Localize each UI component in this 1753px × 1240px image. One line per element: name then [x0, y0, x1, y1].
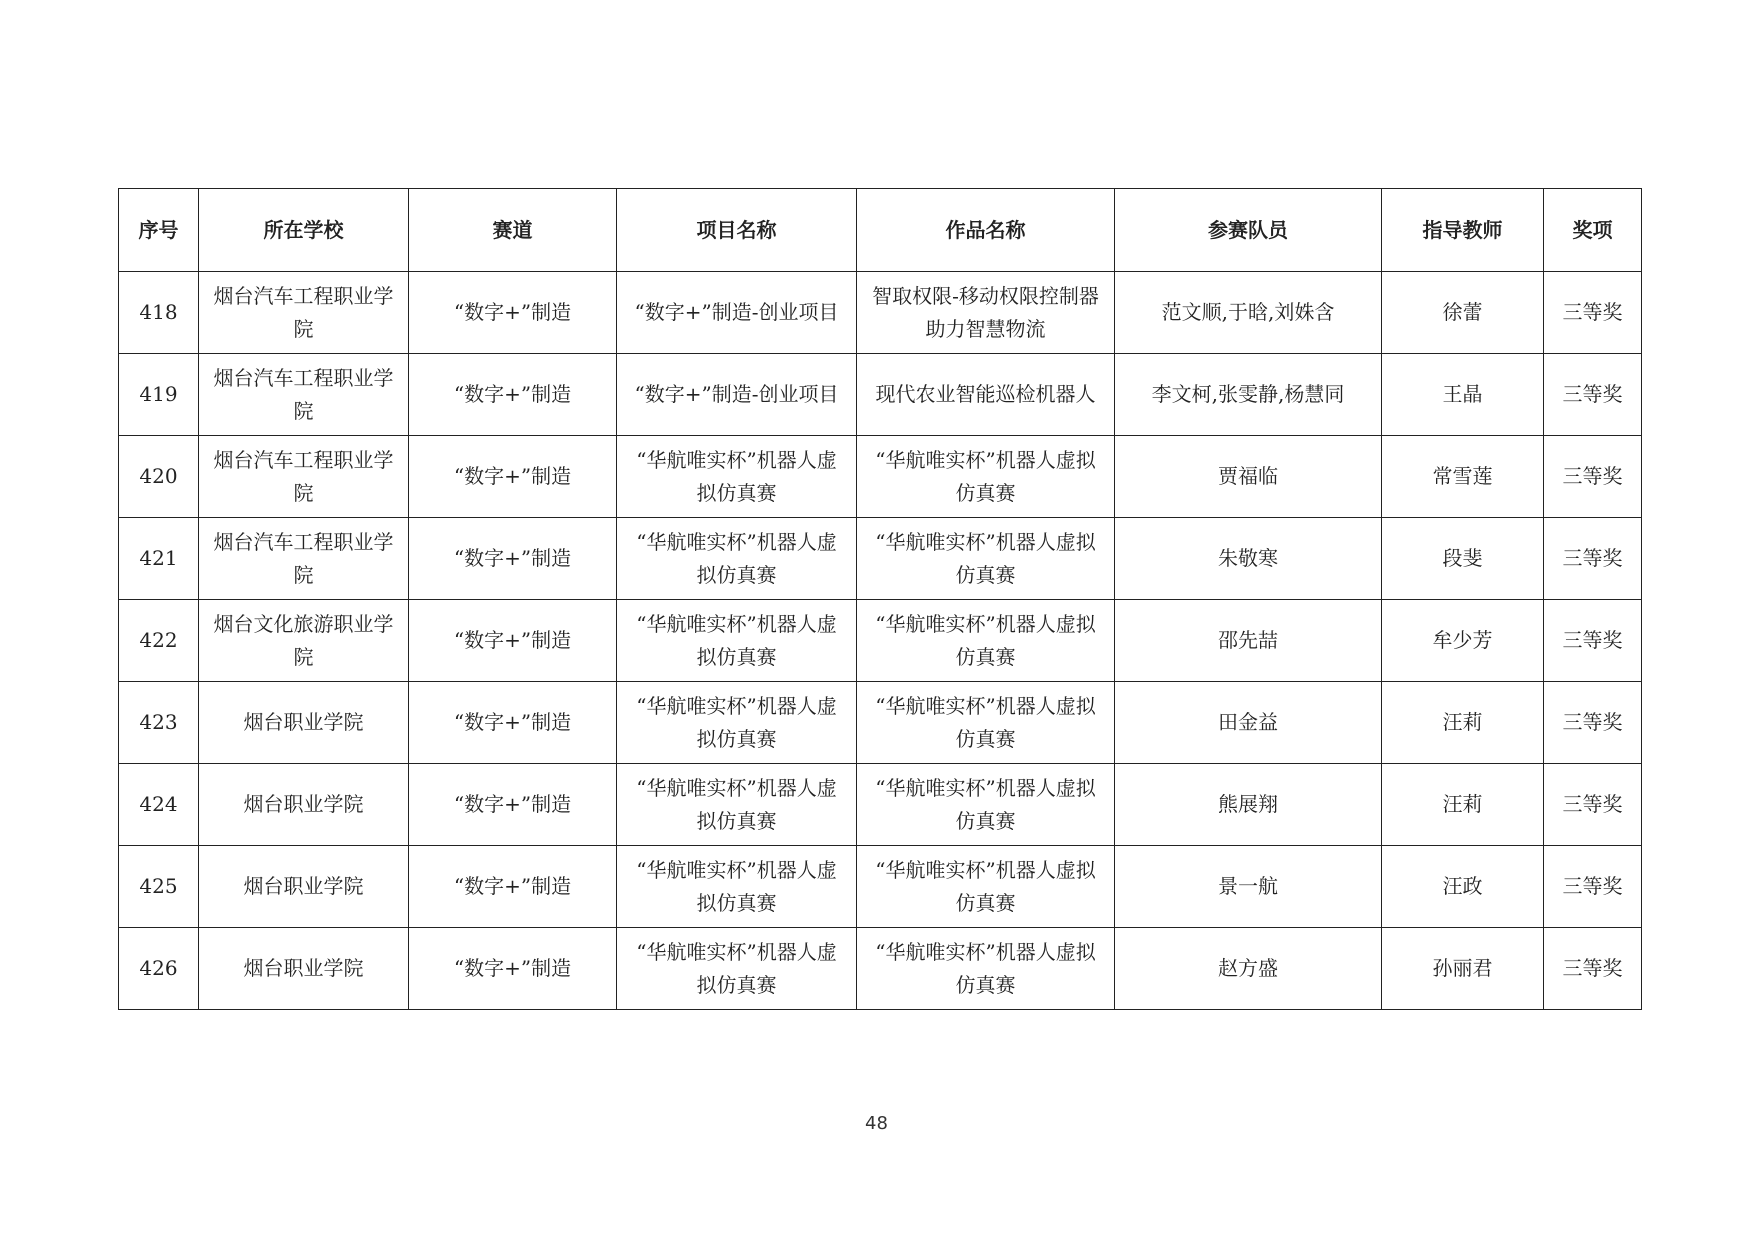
- table-row: [119, 436, 1642, 518]
- cell-advisor: 王晶: [1382, 354, 1544, 436]
- table-header-row: [119, 189, 1642, 272]
- table-body: [119, 272, 1642, 1010]
- cell-work-name: “华航唯实杯”机器人虚拟仿真赛: [857, 764, 1115, 846]
- header-advisor: 指导教师: [1382, 189, 1544, 272]
- cell-serial: 425: [119, 846, 199, 928]
- cell-team-members: 景一航: [1115, 846, 1382, 928]
- cell-track: “数字+”制造: [409, 436, 617, 518]
- cell-school: 烟台汽车工程职业学院: [199, 436, 409, 518]
- header-track: 赛道: [409, 189, 617, 272]
- header-award: 奖项: [1544, 189, 1642, 272]
- cell-school: 烟台职业学院: [199, 928, 409, 1010]
- cell-track: “数字+”制造: [409, 600, 617, 682]
- cell-project-name: “数字+”制造-创业项目: [617, 354, 857, 436]
- cell-team-members: 邵先喆: [1115, 600, 1382, 682]
- cell-track: “数字+”制造: [409, 354, 617, 436]
- cell-team-members: 范文顺,于晗,刘姝含: [1115, 272, 1382, 354]
- cell-serial: 418: [119, 272, 199, 354]
- cell-project-name: “数字+”制造-创业项目: [617, 272, 857, 354]
- header-school: 所在学校: [199, 189, 409, 272]
- cell-school: 烟台汽车工程职业学院: [199, 354, 409, 436]
- cell-work-name: “华航唯实杯”机器人虚拟仿真赛: [857, 518, 1115, 600]
- table-row: [119, 354, 1642, 436]
- cell-team-members: 朱敬寒: [1115, 518, 1382, 600]
- cell-advisor: 汪政: [1382, 846, 1544, 928]
- cell-work-name: “华航唯实杯”机器人虚拟仿真赛: [857, 928, 1115, 1010]
- cell-award: 三等奖: [1544, 846, 1642, 928]
- table-row: [119, 764, 1642, 846]
- header-project-name: 项目名称: [617, 189, 857, 272]
- cell-work-name: “华航唯实杯”机器人虚拟仿真赛: [857, 682, 1115, 764]
- cell-advisor: 汪莉: [1382, 764, 1544, 846]
- header-work-name: 作品名称: [857, 189, 1115, 272]
- cell-project-name: “华航唯实杯”机器人虚拟仿真赛: [617, 682, 857, 764]
- cell-school: 烟台职业学院: [199, 846, 409, 928]
- cell-team-members: 李文柯,张雯静,杨慧同: [1115, 354, 1382, 436]
- award-table: [118, 188, 1642, 1010]
- table-row: [119, 600, 1642, 682]
- header-serial: 序号: [119, 189, 199, 272]
- page-number: 48: [865, 1113, 888, 1134]
- cell-advisor: 常雪莲: [1382, 436, 1544, 518]
- header-team-members: 参赛队员: [1115, 189, 1382, 272]
- cell-advisor: 徐蕾: [1382, 272, 1544, 354]
- cell-track: “数字+”制造: [409, 764, 617, 846]
- cell-school: 烟台文化旅游职业学院: [199, 600, 409, 682]
- cell-track: “数字+”制造: [409, 272, 617, 354]
- table-row: [119, 928, 1642, 1010]
- table-row: [119, 846, 1642, 928]
- cell-serial: 419: [119, 354, 199, 436]
- cell-team-members: 熊展翔: [1115, 764, 1382, 846]
- cell-serial: 423: [119, 682, 199, 764]
- cell-serial: 426: [119, 928, 199, 1010]
- cell-advisor: 牟少芳: [1382, 600, 1544, 682]
- cell-school: 烟台汽车工程职业学院: [199, 272, 409, 354]
- cell-advisor: 段斐: [1382, 518, 1544, 600]
- cell-project-name: “华航唯实杯”机器人虚拟仿真赛: [617, 436, 857, 518]
- cell-award: 三等奖: [1544, 518, 1642, 600]
- table-row: [119, 682, 1642, 764]
- cell-track: “数字+”制造: [409, 518, 617, 600]
- cell-work-name: “华航唯实杯”机器人虚拟仿真赛: [857, 436, 1115, 518]
- cell-work-name: 智取权限-移动权限控制器助力智慧物流: [857, 272, 1115, 354]
- cell-serial: 421: [119, 518, 199, 600]
- cell-track: “数字+”制造: [409, 928, 617, 1010]
- cell-school: 烟台汽车工程职业学院: [199, 518, 409, 600]
- cell-team-members: 赵方盛: [1115, 928, 1382, 1010]
- cell-serial: 424: [119, 764, 199, 846]
- cell-project-name: “华航唯实杯”机器人虚拟仿真赛: [617, 846, 857, 928]
- cell-award: 三等奖: [1544, 928, 1642, 1010]
- cell-award: 三等奖: [1544, 764, 1642, 846]
- cell-team-members: 田金益: [1115, 682, 1382, 764]
- table-row: [119, 272, 1642, 354]
- cell-school: 烟台职业学院: [199, 764, 409, 846]
- cell-project-name: “华航唯实杯”机器人虚拟仿真赛: [617, 600, 857, 682]
- cell-track: “数字+”制造: [409, 846, 617, 928]
- cell-project-name: “华航唯实杯”机器人虚拟仿真赛: [617, 764, 857, 846]
- cell-team-members: 贾福临: [1115, 436, 1382, 518]
- cell-advisor: 孙丽君: [1382, 928, 1544, 1010]
- cell-project-name: “华航唯实杯”机器人虚拟仿真赛: [617, 928, 857, 1010]
- cell-work-name: 现代农业智能巡检机器人: [857, 354, 1115, 436]
- cell-project-name: “华航唯实杯”机器人虚拟仿真赛: [617, 518, 857, 600]
- cell-award: 三等奖: [1544, 682, 1642, 764]
- cell-award: 三等奖: [1544, 272, 1642, 354]
- cell-serial: 422: [119, 600, 199, 682]
- cell-work-name: “华航唯实杯”机器人虚拟仿真赛: [857, 846, 1115, 928]
- cell-track: “数字+”制造: [409, 682, 617, 764]
- cell-school: 烟台职业学院: [199, 682, 409, 764]
- cell-serial: 420: [119, 436, 199, 518]
- cell-award: 三等奖: [1544, 354, 1642, 436]
- cell-advisor: 汪莉: [1382, 682, 1544, 764]
- cell-award: 三等奖: [1544, 436, 1642, 518]
- cell-award: 三等奖: [1544, 600, 1642, 682]
- table-row: [119, 518, 1642, 600]
- cell-work-name: “华航唯实杯”机器人虚拟仿真赛: [857, 600, 1115, 682]
